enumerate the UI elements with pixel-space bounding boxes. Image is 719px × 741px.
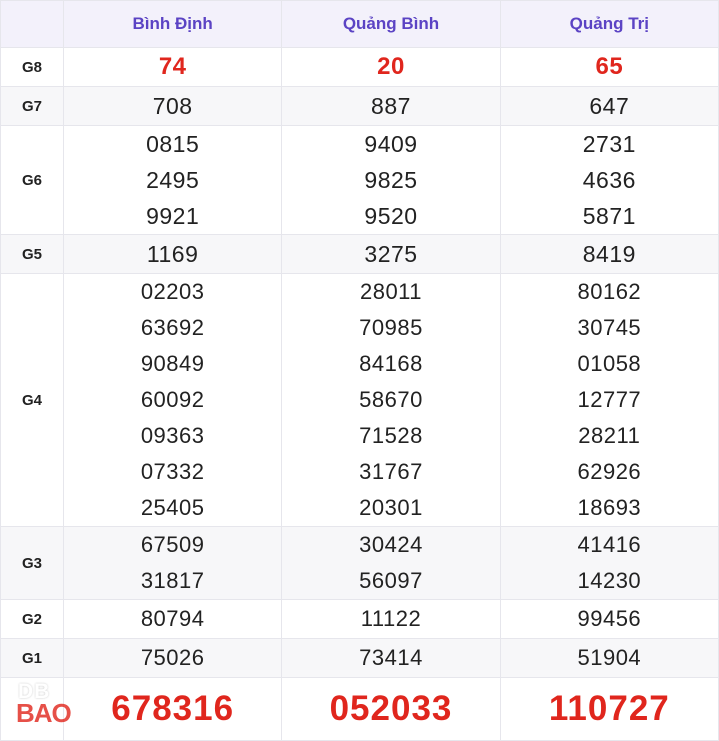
result-number: 31817 xyxy=(140,568,205,593)
result-number: 25405 xyxy=(140,495,205,520)
result-cell xyxy=(64,126,282,235)
result-number: 09363 xyxy=(140,423,205,448)
result-number: 07332 xyxy=(140,459,205,484)
row-label-g4: G4 xyxy=(1,274,64,527)
result-cell xyxy=(282,527,500,600)
result-number: 18693 xyxy=(577,495,642,520)
header-corner-cell xyxy=(1,1,64,48)
result-cell xyxy=(500,600,718,639)
result-cell xyxy=(500,48,718,87)
result-cell xyxy=(500,639,718,678)
result-number: 60092 xyxy=(140,387,205,412)
result-number: 74 xyxy=(158,53,187,80)
result-number: 9825 xyxy=(364,167,418,193)
result-number: 5871 xyxy=(582,203,636,229)
result-number: 20301 xyxy=(359,495,423,520)
table-row xyxy=(1,274,719,527)
result-number: 02203 xyxy=(140,279,205,304)
result-number: 20 xyxy=(377,53,405,80)
result-cell xyxy=(500,678,718,741)
result-cell xyxy=(64,527,282,600)
result-number: 41416 xyxy=(577,532,642,557)
result-number: 9520 xyxy=(364,203,418,229)
result-cell xyxy=(282,274,500,527)
table-header xyxy=(1,1,719,48)
result-number: 80162 xyxy=(577,279,642,304)
result-number: 75026 xyxy=(140,645,205,670)
table-row xyxy=(1,527,719,600)
table-row xyxy=(1,678,719,741)
watermark-badge: DB xyxy=(18,680,51,703)
result-number: 63692 xyxy=(140,315,205,340)
result-cell xyxy=(500,235,718,274)
result-number: 28011 xyxy=(359,279,423,304)
row-label-g7: G7 xyxy=(1,87,64,126)
result-cell xyxy=(282,678,500,741)
result-number: 052033 xyxy=(329,689,453,728)
result-cell xyxy=(282,126,500,235)
result-number: 14230 xyxy=(577,568,642,593)
header-province-0: Bình Định xyxy=(64,1,282,48)
row-label-g5: G5 xyxy=(1,235,64,274)
table-row xyxy=(1,600,719,639)
result-cell xyxy=(282,48,500,87)
result-cell xyxy=(500,527,718,600)
row-label-g6: G6 xyxy=(1,126,64,235)
result-number: 28211 xyxy=(578,423,641,448)
result-cell xyxy=(64,274,282,527)
result-cell xyxy=(282,639,500,678)
result-number: 30424 xyxy=(359,532,423,557)
result-number: 887 xyxy=(371,93,411,119)
result-number: 99456 xyxy=(577,606,642,631)
result-number: 70985 xyxy=(359,315,423,340)
result-number: 678316 xyxy=(111,689,235,728)
result-number: 708 xyxy=(152,93,193,119)
result-cell xyxy=(64,600,282,639)
table-row xyxy=(1,48,719,87)
row-label-g3: G3 xyxy=(1,527,64,600)
row-label-special xyxy=(1,678,64,741)
header-province-2: Quảng Trị xyxy=(500,1,718,48)
row-label-g8: G8 xyxy=(1,48,64,87)
watermark-text: BAO xyxy=(16,698,71,728)
row-label-g2: G2 xyxy=(1,600,64,639)
result-number: 71528 xyxy=(359,423,423,448)
result-number: 110727 xyxy=(548,689,670,728)
result-number: 80794 xyxy=(140,606,205,631)
result-cell xyxy=(500,87,718,126)
result-cell xyxy=(64,678,282,741)
result-cell xyxy=(500,126,718,235)
result-cell xyxy=(282,235,500,274)
result-number: 4636 xyxy=(582,167,636,193)
result-number: 12777 xyxy=(577,387,642,412)
result-cell xyxy=(64,87,282,126)
result-number: 3275 xyxy=(364,241,418,267)
result-cell xyxy=(500,274,718,527)
result-cell xyxy=(282,87,500,126)
result-number: 9921 xyxy=(146,203,200,229)
table-row xyxy=(1,126,719,235)
result-number: 2495 xyxy=(146,167,200,193)
result-number: 84168 xyxy=(359,351,423,376)
result-number: 9409 xyxy=(364,131,418,157)
result-cell xyxy=(282,600,500,639)
result-number: 67509 xyxy=(140,532,205,557)
result-number: 2731 xyxy=(582,131,636,157)
result-number: 11122 xyxy=(360,606,422,631)
result-number: 58670 xyxy=(359,387,423,412)
result-number: 51904 xyxy=(577,645,642,670)
table-body xyxy=(1,48,719,741)
result-number: 62926 xyxy=(577,459,642,484)
table-row xyxy=(1,87,719,126)
table-row xyxy=(1,639,719,678)
result-number: 30745 xyxy=(577,315,642,340)
result-number: 56097 xyxy=(359,568,423,593)
result-cell xyxy=(64,639,282,678)
result-number: 01058 xyxy=(577,351,642,376)
result-number: 31767 xyxy=(359,459,423,484)
header-row xyxy=(1,1,719,48)
result-number: 90849 xyxy=(140,351,205,376)
result-number: 0815 xyxy=(146,131,200,157)
result-cell xyxy=(64,235,282,274)
header-province-1: Quảng Bình xyxy=(282,1,500,48)
result-number: 65 xyxy=(595,53,624,80)
result-number: 1169 xyxy=(146,241,199,267)
table-row xyxy=(1,235,719,274)
result-number: 73414 xyxy=(359,645,423,670)
result-cell xyxy=(64,48,282,87)
result-number: 647 xyxy=(589,93,630,119)
result-number: 8419 xyxy=(582,241,636,267)
row-label-g1: G1 xyxy=(1,639,64,678)
